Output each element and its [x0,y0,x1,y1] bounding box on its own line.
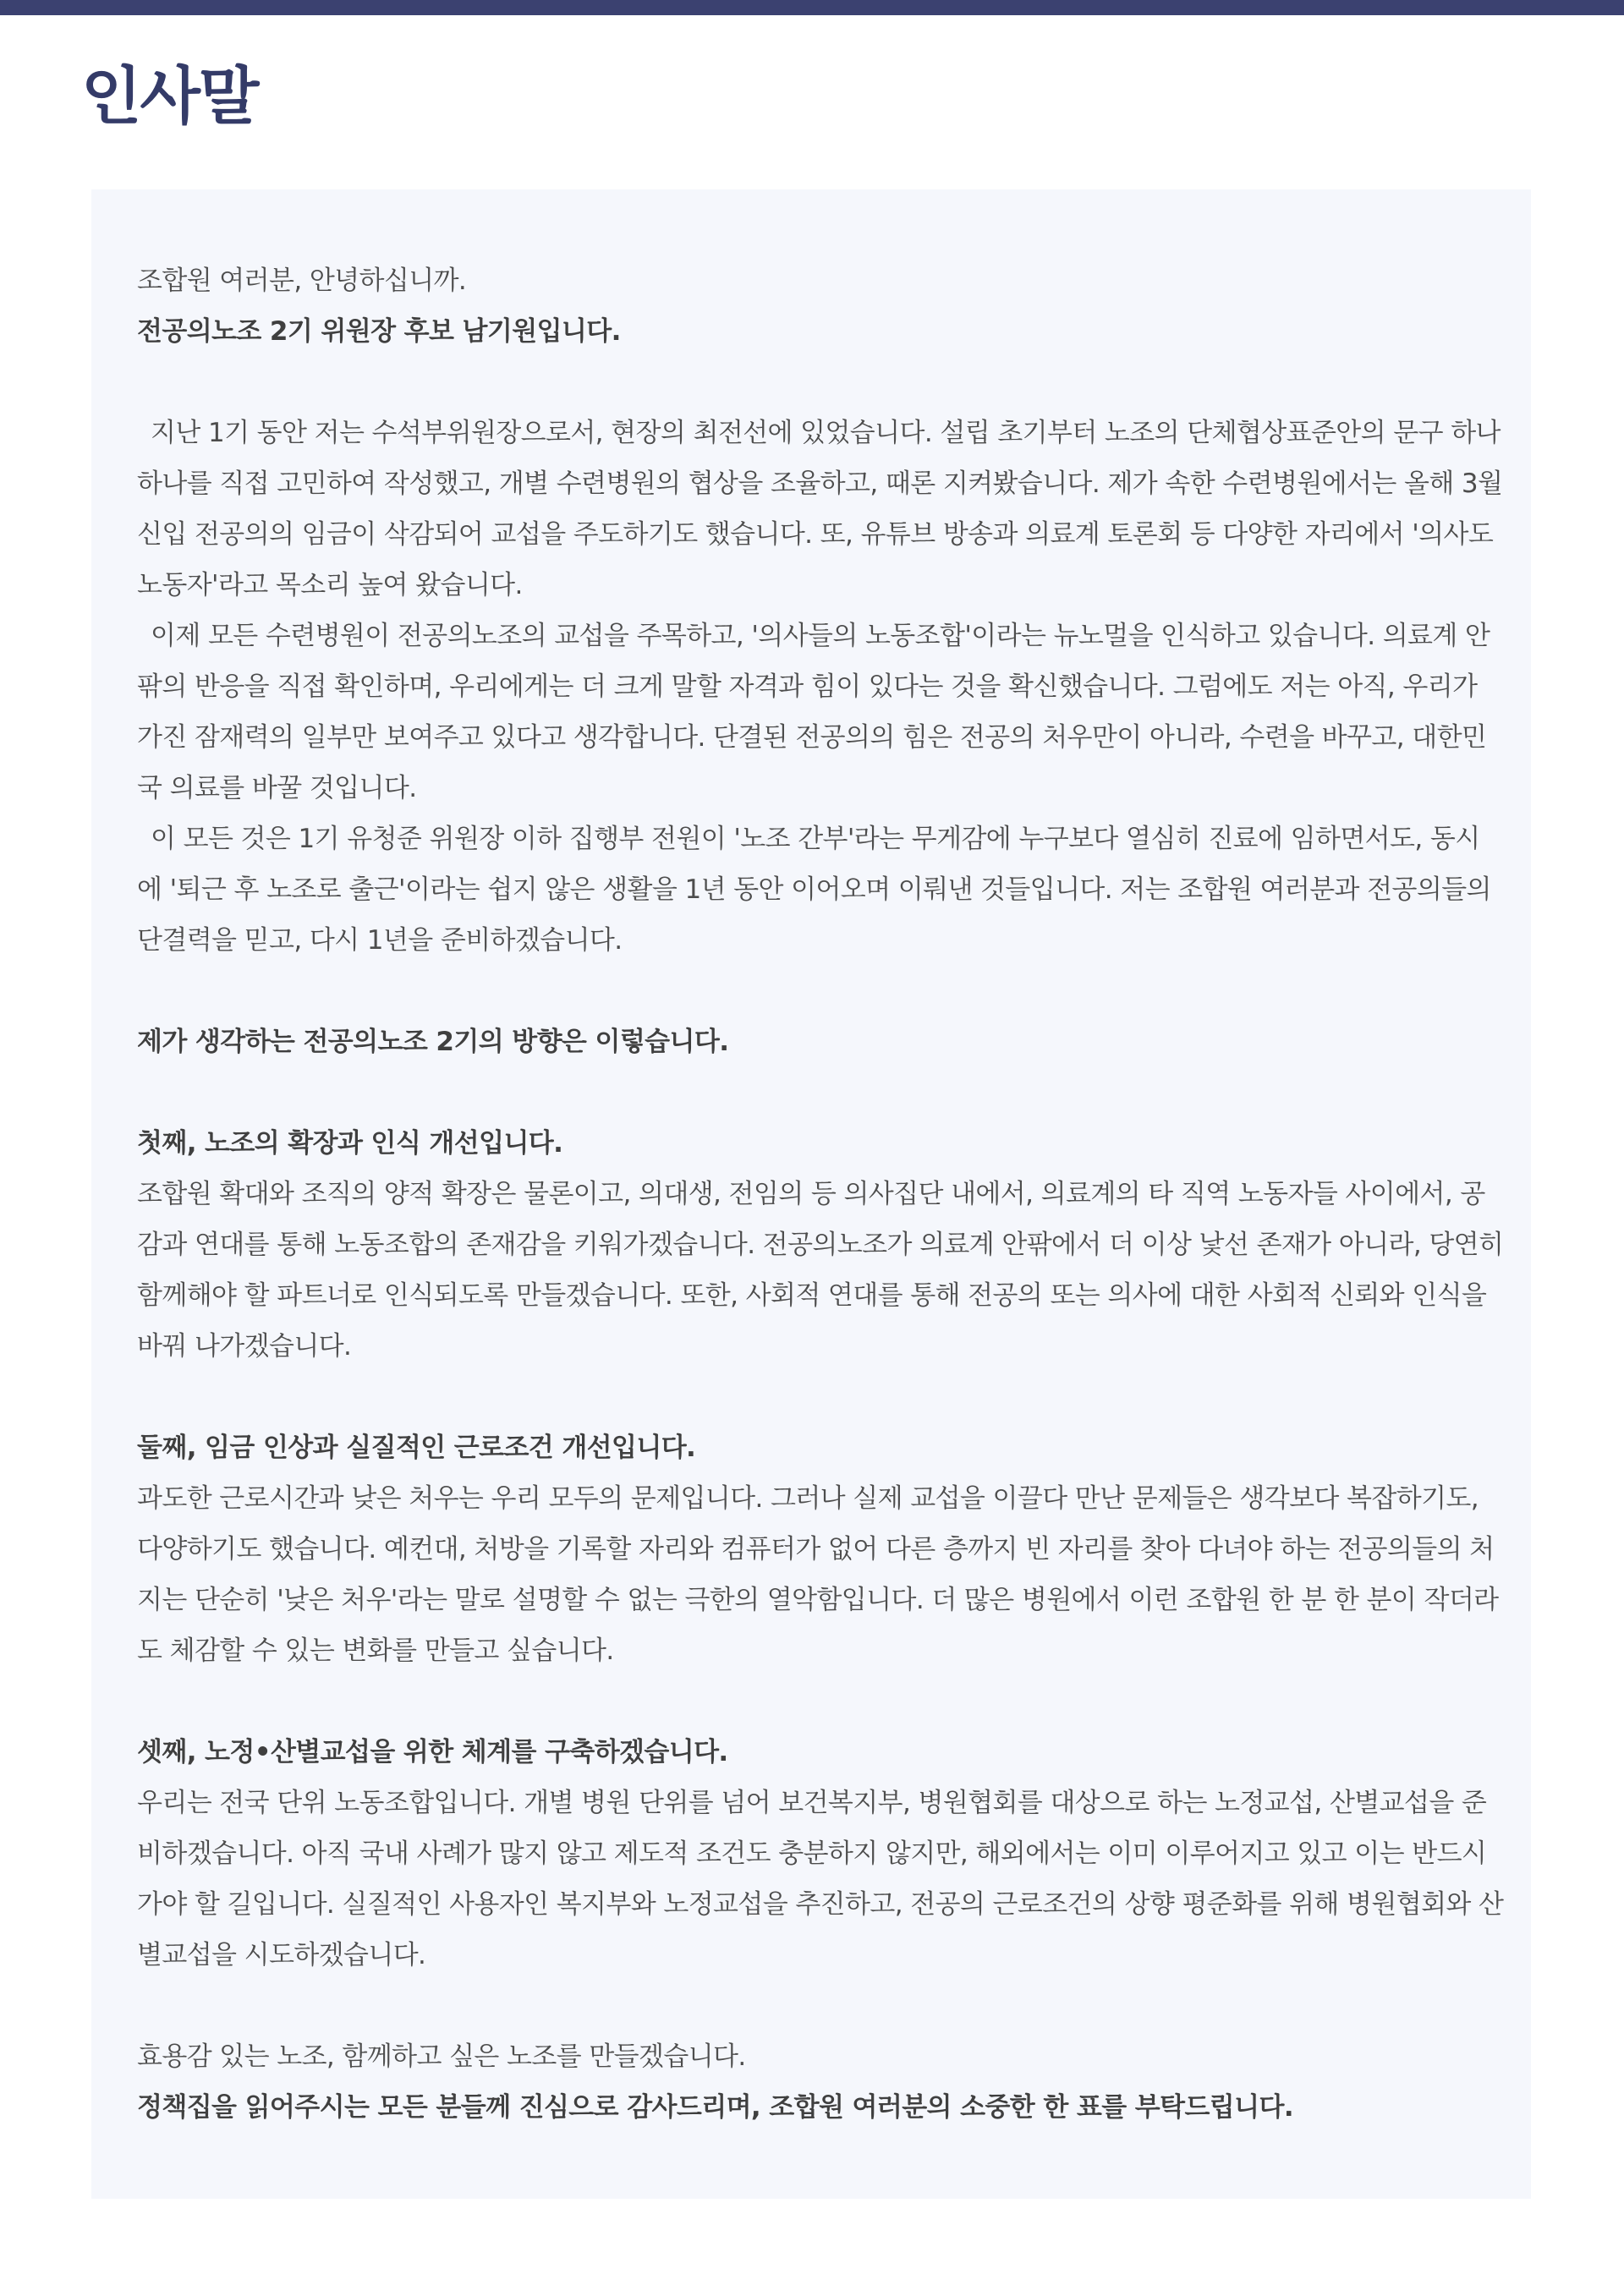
paragraph-executive-thanks: 이 모든 것은 1기 유청준 위원장 이하 집행부 전원이 '노조 간부'라는 무게감에 누구보다 열심히 진료에 임하면서도, 동시에 '퇴근 후 노조로 출근'이라는 쉽지 않은 생활을 1년 동안 이어오며 이뤄낸 것들입니다. 저는 조합원 여러분과 전공의들의 단결력을 믿고, 다시 1년을 준비하겠습니다. [137,824,1491,956]
closing-line: 효용감 있는 노조, 함께하고 싶은 노조를 만들겠습니다. [137,2041,746,2072]
spacer [137,966,1504,1016]
intro-line: 전공의노조 2기 위원장 후보 남기원입니다. [137,316,621,347]
top-accent-bar [0,0,1624,15]
paragraph-first-term: 지난 1기 동안 저는 수석부위원장으로서, 현장의 최전선에 있었습니다. 설립 초기부터 노조의 단체협상표준안의 문구 하나 하나를 직접 고민하여 작성했고, 개별 수련병원의 협상을 조율하고, 때론 지켜봤습니다. 제가 속한 수련병원에서는 올해 3월 신입 전공의의 임금이 삭감되어 교섭을 주도하기도 했습니다. 또, 유튜브 방송과 의료계 토론회 등 다양한 자리에서 '의사도 노동자'라고 목소리 높여 왔습니다. [137,418,1503,600]
paragraph-new-normal: 이제 모든 수련병원이 전공의노조의 교섭을 주목하고, '의사들의 노동조합'이라는 뉴노멀을 인식하고 있습니다. 의료계 안팎의 반응을 직접 확인하며, 우리에게는 더 크게 말할 자격과 힘이 있다는 것을 확신했습니다. 그럼에도 저는 아직, 우리가 가진 잠재력의 일부만 보여주고 있다고 생각합니다. 단결된 전공의의 힘은 전공의 처우만이 아니라, 수련을 바꾸고, 대한민국 의료를 바꿀 것입니다. [137,621,1490,803]
spacer [137,357,1504,408]
direction-heading: 제가 생각하는 전공의노조 2기의 방향은 이렇습니다. [137,1027,729,1057]
greeting-panel [91,189,1531,2199]
spacer [137,1372,1504,1422]
spacer [137,1981,1504,2031]
greeting-letter [137,255,1504,2133]
third-point-body: 우리는 전국 단위 노동조합입니다. 개별 병원 단위를 넘어 보건복지부, 병원협회를 대상으로 하는 노정교섭, 산별교섭을 준비하겠습니다. 아직 국내 사례가 많지 않고 제도적 조건도 충분하지 않지만, 해외에서는 이미 이루어지고 있고 이는 반드시 가야 할 길입니다. 실질적인 사용자인 복지부와 노정교섭을 추진하고, 전공의 근로조건의 상향 평준화를 위해 병원협회와 산별교섭을 시도하겠습니다. [137,1788,1504,1970]
third-point-heading: 셋째, 노정•산별교섭을 위한 체계를 구축하겠습니다. [137,1737,728,1767]
second-point-body: 과도한 근로시간과 낮은 처우는 우리 모두의 문제입니다. 그러나 실제 교섭을 이끌다 만난 문제들은 생각보다 복잡하기도, 다양하기도 했습니다. 예컨대, 처방을 기록할 자리와 컴퓨터가 없어 다른 층까지 빈 자리를 찾아 다녀야 하는 전공의들의 처지는 단순히 '낮은 처우'라는 말로 설명할 수 없는 극한의 열악함입니다. 더 많은 병원에서 이런 조합원 한 분 한 분이 작더라도 체감할 수 있는 변화를 만들고 싶습니다. [137,1483,1499,1666]
spacer [137,1067,1504,1118]
second-point-heading: 둘째, 임금 인상과 실질적인 근로조건 개선입니다. [137,1433,696,1463]
closing-request: 정책집을 읽어주시는 모든 분들께 진심으로 감사드리며, 조합원 여러분의 소중한 한 표를 부탁드립니다. [137,2092,1293,2123]
page-title: 인사말 [81,60,258,133]
first-point-body: 조합원 확대와 조직의 양적 확장은 물론이고, 의대생, 전임의 등 의사집단 내에서, 의료계의 타 직역 노동자들 사이에서, 공감과 연대를 통해 노동조합의 존재감을 키워가겠습니다. 전공의노조가 의료계 안팎에서 더 이상 낯선 존재가 아니라, 당연히 함께해야 할 파트너로 인식되도록 만들겠습니다. 또한, 사회적 연대를 통해 전공의 또는 의사에 대한 사회적 신뢰와 인식을 바꿔 나가겠습니다. [137,1179,1504,1362]
spacer [137,1676,1504,1727]
greeting-line: 조합원 여러분, 안녕하십니까. [137,266,467,296]
first-point-heading: 첫째, 노조의 확장과 인식 개선입니다. [137,1128,563,1159]
